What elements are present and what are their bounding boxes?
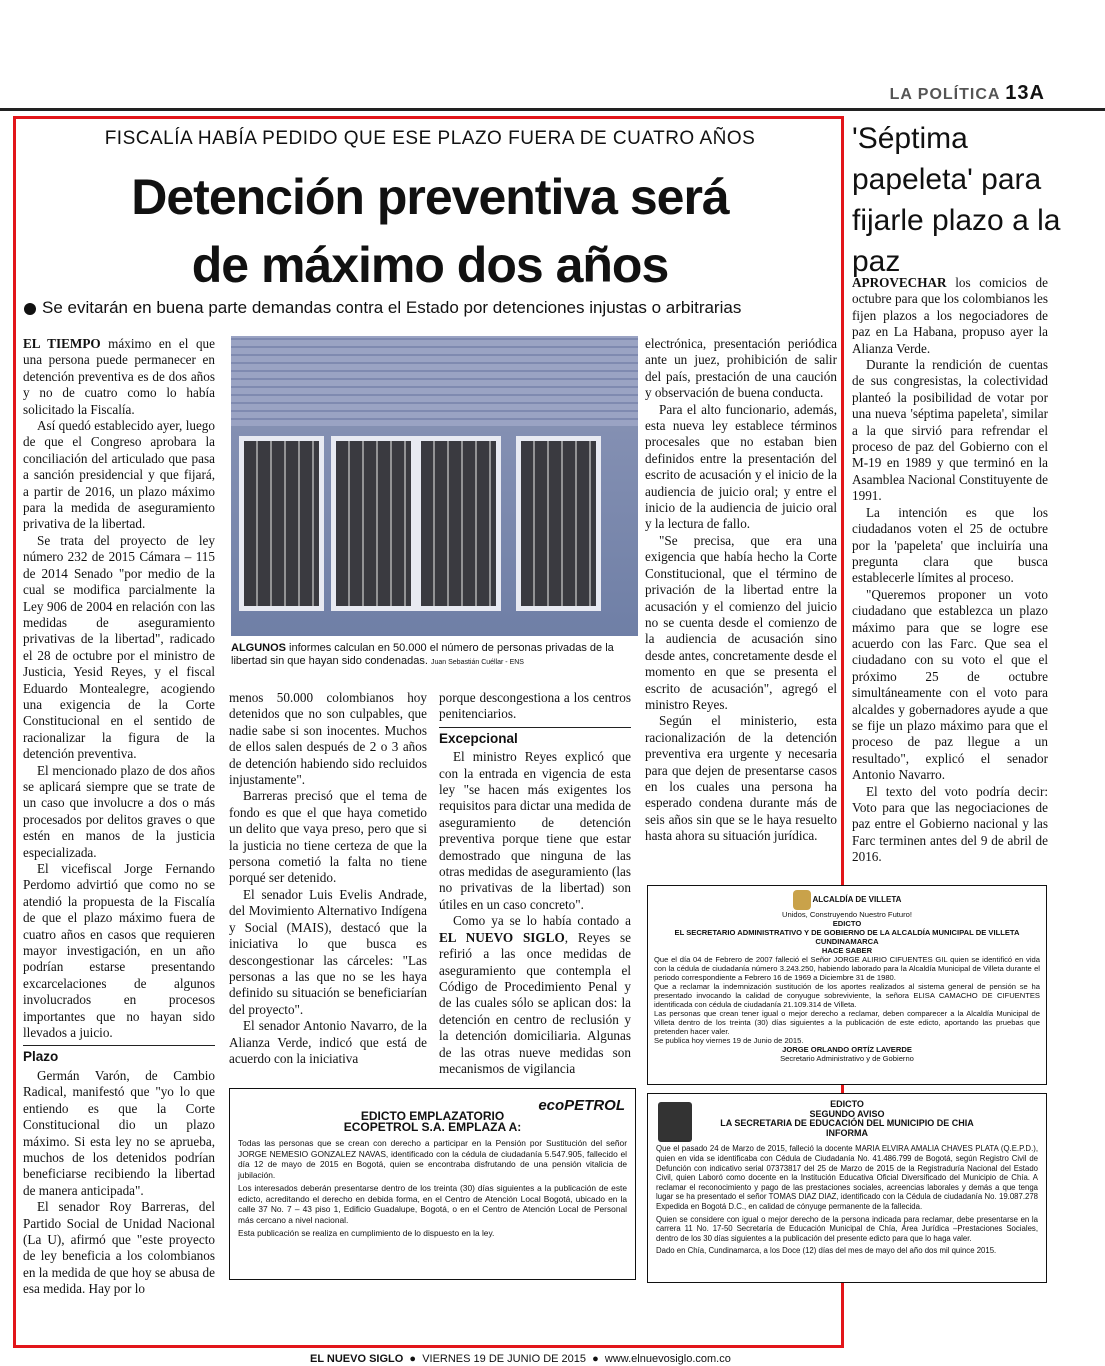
chia-title1: EDICTO <box>830 1099 864 1109</box>
col1-p5: El vicefiscal Jorge Fernando Perdomo advirtió que como no se atendió la propuesta de la Fiscalía de que el plazo máximo fuera de cuatro años en casos que requieren mayor investigación, en un año podrían estarse presentando excarcelaciones de algunos involucrados en procesos importantes que no hayan sido llevados a juicio. <box>23 861 215 1041</box>
footer-date: VIERNES 19 DE JUNIO DE 2015 <box>422 1353 587 1365</box>
side-p2: Durante la rendición de cuentas de sus congresistas, la colectividad planteó la posibilidad de votar por una nueva 'séptima papeleta', similar a la que sirvió para refrendar el proceso de paz del Gobierno con el M-19 en 1989 y que terminó en la Asamblea Nacional Constituyente de 1991. <box>852 357 1048 504</box>
article-deck <box>24 298 834 318</box>
header-rule <box>0 108 1105 111</box>
footer-paper: EL NUEVO SIGLO <box>310 1353 404 1365</box>
chia-body3: Dado en Chía, Cundinamarca, a los Doce (12) días del mes de mayo del año dos mil quince 2015. <box>656 1246 997 1256</box>
col4-p4: Según el ministerio, esta racionalización de la detención preventiva era urgente y necesaria para que dejen de presentarse casos en los cuales una persona ha esperado condena durante más de seis años sin que se le haya resuelto hasta ahora su situación jurídica. <box>645 713 837 844</box>
ecopetrol-logo: ecoPETROL <box>538 1097 625 1114</box>
col1-lead: EL TIEMPO <box>23 336 101 351</box>
side-lead: APROVECHAR <box>852 275 947 290</box>
caption-text: informes calculan en 50.000 el número de personas privadas de la libertad sin que hayan sido condenadas. <box>231 642 614 667</box>
page-number: 13A <box>1005 82 1045 104</box>
col2-p2: Barreras precisó que el tema de fondo es que el que haya cometido un delito que vaya preso, pero que si la justicia no tiene certeza de que la persona cometió la falta no tiene porqué ser detenido. <box>229 788 427 886</box>
col4-p1: electrónica, presentación periódica ante un juez, prohibición de salir del país, prestación de una caución y observación de buena conducta. <box>645 336 837 401</box>
col2-p1: menos 50.000 colombianos hoy detenidos que no son culpables, que nadie sabe si son inocentes. Muchos de ellos salen después de 2 o 3 años de detención habiendo sido recluidos injustamente". <box>229 690 427 788</box>
chia-seal-icon <box>658 1102 692 1142</box>
villeta-signer-role: Secretario Administrativo y de Gobierno <box>780 1054 914 1063</box>
villeta-line1: EL SECRETARIO ADMINISTRATIVO Y DE GOBIERNO DE LA ALCALDÍA MUNICIPAL DE VILLETA CUNDINAMARCA <box>674 928 1020 946</box>
col2-p4: El senador Antonio Navarro, de la Alianza Verde, indicó que está de acuerdo con la iniciativa <box>229 1018 427 1066</box>
villeta-title: EDICTO <box>832 919 862 928</box>
headline-line-1: Detención preventiva será <box>131 169 729 225</box>
col1-p1: máximo en el que una persona puede permanecer en detención preventiva es de dos años y no de cuatro como lo había solicitado la Fiscalía. <box>23 336 215 417</box>
chia-body2: Quien se considere con igual o mejor derecho de la persona indicada para reclamar, debe presentarse en la carrera 11 No. 17-50 Secretaría de Educación Municipal de Chía, Área Jurídica –Prestaciones Sociales, dentro de los 30 días siguientes a la publicación del presente edicto para que lo haga valer. <box>656 1214 1038 1243</box>
page-footer: EL NUEVO SIGLO ● VIERNES 19 DE JUNIO DE 2015 ● www.elnuevosiglo.com.co <box>310 1353 731 1365</box>
side-p1: los comicios de octubre para que los colombianos les fijen plazos a los negociadores de paz en La Habana, propuso ayer la Alianza Verde. <box>852 275 1048 356</box>
article-column-2 <box>229 690 427 1067</box>
article-photo <box>231 336 638 636</box>
col4-p3: "Se precisa, que era una exigencia que había hecho la Corte Constitucional, que el término de privación de la libertad entre la acusación y el comienzo del juicio no se cuenta desde el comienzo de la audiencia de acusación sino desde antes, concretamente desde el momento en que se presenta el escrito de acusación", agregó el ministro Reyes. <box>645 532 837 712</box>
villeta-body3: Las personas que crean tener igual o mejor derecho a reclamar, deben comparecer a la Alcaldía Municipal de Villeta dentro de los treinta (30) días siguientes a la publicación de este edicto, aportando las pruebas que pretenden hacer valer. <box>654 1009 1040 1036</box>
footer-url: www.elnuevosiglo.com.co <box>604 1353 731 1365</box>
col2-p3: El senador Luis Evelis Andrade, del Movimiento Alternativo Indígena y Social (MAIS), destacó que la iniciativa lo que busca es descongestionar las cárceles: "Las personas a las que no se les haya definido su situación se beneficiarían del proyecto". <box>229 886 427 1017</box>
ecopetrol-body2: Los interesados deberán presentarse dentro de los treinta (30) días siguientes a la publicación de este edicto, acreditando el derecho en debida forma, en el Centro de Atención Local Bogotá, ubicado en la calle 37 No. 7 – 43 piso 1, Edificio Guadalupe, Bogotá, o en el Centro de Atención Local de Personal más cercano a nivel nacional. <box>238 1183 627 1225</box>
col3-p3a: Como ya se lo había contado a <box>453 913 631 929</box>
photo-caption <box>231 642 641 669</box>
side-p4: "Queremos proponer un voto ciudadano que establezca un plazo máximo para que se logre ese acuerdo con las Farc. Que sea el ciudadano con su voto el que el próximo 25 de octubre simultáneamente con el voto para alcaldes y gobernadores ayude a que se fije un plazo máximo para que el proceso de paz llegue a un resultado", explicó el senador Antonio Navarro. <box>852 586 1048 783</box>
chia-body1: Que el pasado 24 de Marzo de 2015, falleció la docente MARIA ELVIRA AMALIA CHAVES PLATA (Q.E.P.D.), quien en vida se identificaba con Cédula de Ciudadanía No. 41.486.799 de Bogotá, según Registro Civil de Defunción con indicativo serial 07373817 del 25 de Marzo de 2015 de la Registraduría Nacional del Estado Civil, quien Laboró como docente en la Institución Educativa Oficial Diversificado del Municipio de Chía. A reclamar el reconocimiento y pago de las prestaciones sociales, acreencias laborales y demás a que tenga lugar se ha presentado el señor TOMAS DIAZ DIAZ, identificado con la Cédula de ciudadanía No. 19.087.278 Expedida en Bogotá D.C., en calidad de cónyuge permanente de la fallecida. <box>656 1144 1038 1211</box>
subhead-excepcional: Excepcional <box>439 727 631 747</box>
col3-p3b: , Reyes se refirió a las once medidas de aseguramiento que contempla el Código de Procedimiento Penal y de las cuales sólo se aplican dos: la detención en centro de reclusión y la detención domiciliaria. Algunas de las otras nueve medidas son mecanismos de vigilancia <box>439 929 631 1076</box>
headline-line-2: de máximo dos años <box>191 237 669 293</box>
article-column-1 <box>23 336 215 1298</box>
chia-title4: INFORMA <box>826 1127 868 1138</box>
villeta-seal-icon <box>793 890 811 910</box>
ecopetrol-body3: Esta publicación se realiza en cumplimiento de lo dispuesto en la ley. <box>238 1228 495 1238</box>
article-headline <box>40 163 820 299</box>
col3-p1: porque descongestiona a los centros penitenciarios. <box>439 690 631 722</box>
col1-p7: El senador Roy Barreras, del Partido Social de Unidad Nacional (La U), afirmó que "este proyecto de ley beneficia a los colombianos en la medida de que hoy se abusa de esa medida. Hay por lo <box>23 1199 215 1297</box>
villeta-org: ALCALDÍA DE VILLETA <box>812 895 902 905</box>
deck-text: Se evitarán en buena parte demandas contra el Estado por detenciones injustas o arbitrarias <box>42 298 742 317</box>
villeta-signer: JORGE ORLANDO ORTÍZ LAVERDE <box>782 1045 912 1054</box>
article-kicker: FISCALÍA HABÍA PEDIDO QUE ESE PLAZO FUERA DE CUATRO AÑOS <box>104 128 756 149</box>
chia-title3: LA SECRETARIA DE EDUCACIÓN DEL MUNICIPIO DE CHIA <box>720 1118 974 1129</box>
ad-ecopetrol <box>229 1088 636 1280</box>
ad-villeta <box>647 885 1047 1085</box>
villeta-body1: Que el día 04 de Febrero de 2007 falleció el Señor JORGE ALIRIO CIFUENTES GIL quien se identificó en vida con la cédula de ciudadanía número 3.243.250, habiendo laborado para la Alcaldía Municipal de Villeta durante el periodo correspondiente a Febrero 16 de 1969 a Diciembre 31 de 1980. <box>654 955 1040 982</box>
col1-p2: Así quedó establecido ayer, luego de que el Congreso aprobara la conciliación del articulado que pasa a sanción presidencial y que fijará, a partir de 2016, un plazo máximo para la medida de aseguramiento privativa de la libertad. <box>23 418 215 532</box>
chia-title2: SEGUNDO AVISO <box>809 1108 885 1119</box>
ecopetrol-body1: Todas las personas que se crean con derecho a participar en la Pensión por Sustitución del señor JORGE NEMESIO GONZALEZ NAVAS, identificado con la cédula de ciudadanía 5.547.905, fallecido el día 12 de mayo de 2015 en Bogotá, quien se encontraba disfrutando de una pensión vitalicia de jubilación. <box>238 1138 627 1180</box>
villeta-body2: Que a reclamar la indemnización sustitución de los aportes realizados al sistema general de pensión se ha presentado invocando la calidad de conyugue sobreviviente, la señora ELISA CAMACHO DE CIFUENTES identificada con cédula de ciudadanía 21.109.314 de Villeta. <box>654 982 1040 1009</box>
col1-p6: Germán Varón, de Cambio Radical, manifestó que "yo lo que entiendo es que la Corte Constitucional dio un plazo máximo. Si esta ley no se aprueba, muchos de los detenidos podrían beneficiarse recibiendo la libertad de manera anticipada". <box>23 1067 215 1198</box>
bullet-icon <box>24 303 36 315</box>
side-headline: 'Séptima papeleta' para fijarle plazo a la paz <box>852 122 1061 278</box>
side-p3: La intención es que los ciudadanos voten el 25 de octubre por la 'papeleta' que incluiría una pregunta clara que busca establecerle límites al proceso. <box>852 504 1048 586</box>
col4-p2: Para el alto funcionario, además, esta nueva ley establece términos procesales que no estaban bien definidos entre la presentación del escrito de acusación y el inicio de la audiencia de juicio oral; y entre el inicio de la audiencia de juicio oral y la lectura de fallo. <box>645 401 837 532</box>
caption-lead: ALGUNOS <box>231 642 286 654</box>
section-header <box>890 82 1045 105</box>
col3-p2: El ministro Reyes explicó que con la entrada en vigencia de esta ley "se hacen más exigentes los requisitos para dictar una medida de aseguramiento de detención preventiva porque tiene que estar demostrado que ninguna de las otras medidas de aseguramiento (las no privativas de la libertad) son útiles en un caso concreto". <box>439 749 631 912</box>
side-p5: El texto del voto podría decir: Voto para que las negociaciones de paz entre el Gobierno nacional y las Farc terminen antes del 9 de abril de 2016. <box>852 783 1048 865</box>
ecopetrol-title2: ECOPETROL S.A. EMPLAZA A: <box>343 1119 522 1134</box>
col3-p3-lead: EL NUEVO SIGLO <box>439 929 565 945</box>
side-column <box>852 275 1048 866</box>
article-column-4 <box>645 336 837 845</box>
villeta-date: Se publica hoy viernes 19 de Junio de 2015. <box>654 1036 804 1045</box>
subhead-plazo: Plazo <box>23 1045 215 1065</box>
ad-chia <box>647 1093 1047 1283</box>
ecopetrol-title1: EDICTO EMPLAZATORIO <box>360 1109 505 1123</box>
article-column-3 <box>439 690 631 1077</box>
villeta-org-sub: Unidos, Construyendo Nuestro Futuro! <box>781 910 912 919</box>
col1-p3: Se trata del proyecto de ley número 232 de 2015 Cámara – 115 de 2014 Senado "por medio de la cual se modifica parcialmente la Ley 906 de 2004 en relación con las medidas de aseguramiento privativas de la libertad", radicado el 28 de octubre por el ministro de Justicia, Yesid Reyes, y el fiscal Eduardo Montealegre, acogiendo una exigencia de la Corte Constitucional en el sentido de racionalizar la figura de la detención preventiva. <box>23 532 215 762</box>
col1-p4: El mencionado plazo de dos años se aplicará siempre que se trate de un caso que involucre a dos o más procesados por delitos graves o que estén en manos de la justicia especializada. <box>23 762 215 860</box>
villeta-line2: HACE SABER <box>821 946 873 955</box>
section-name: LA POLÍTICA <box>889 86 1000 103</box>
photo-credit: Juan Sebastián Cuéllar - ENS <box>430 659 524 666</box>
